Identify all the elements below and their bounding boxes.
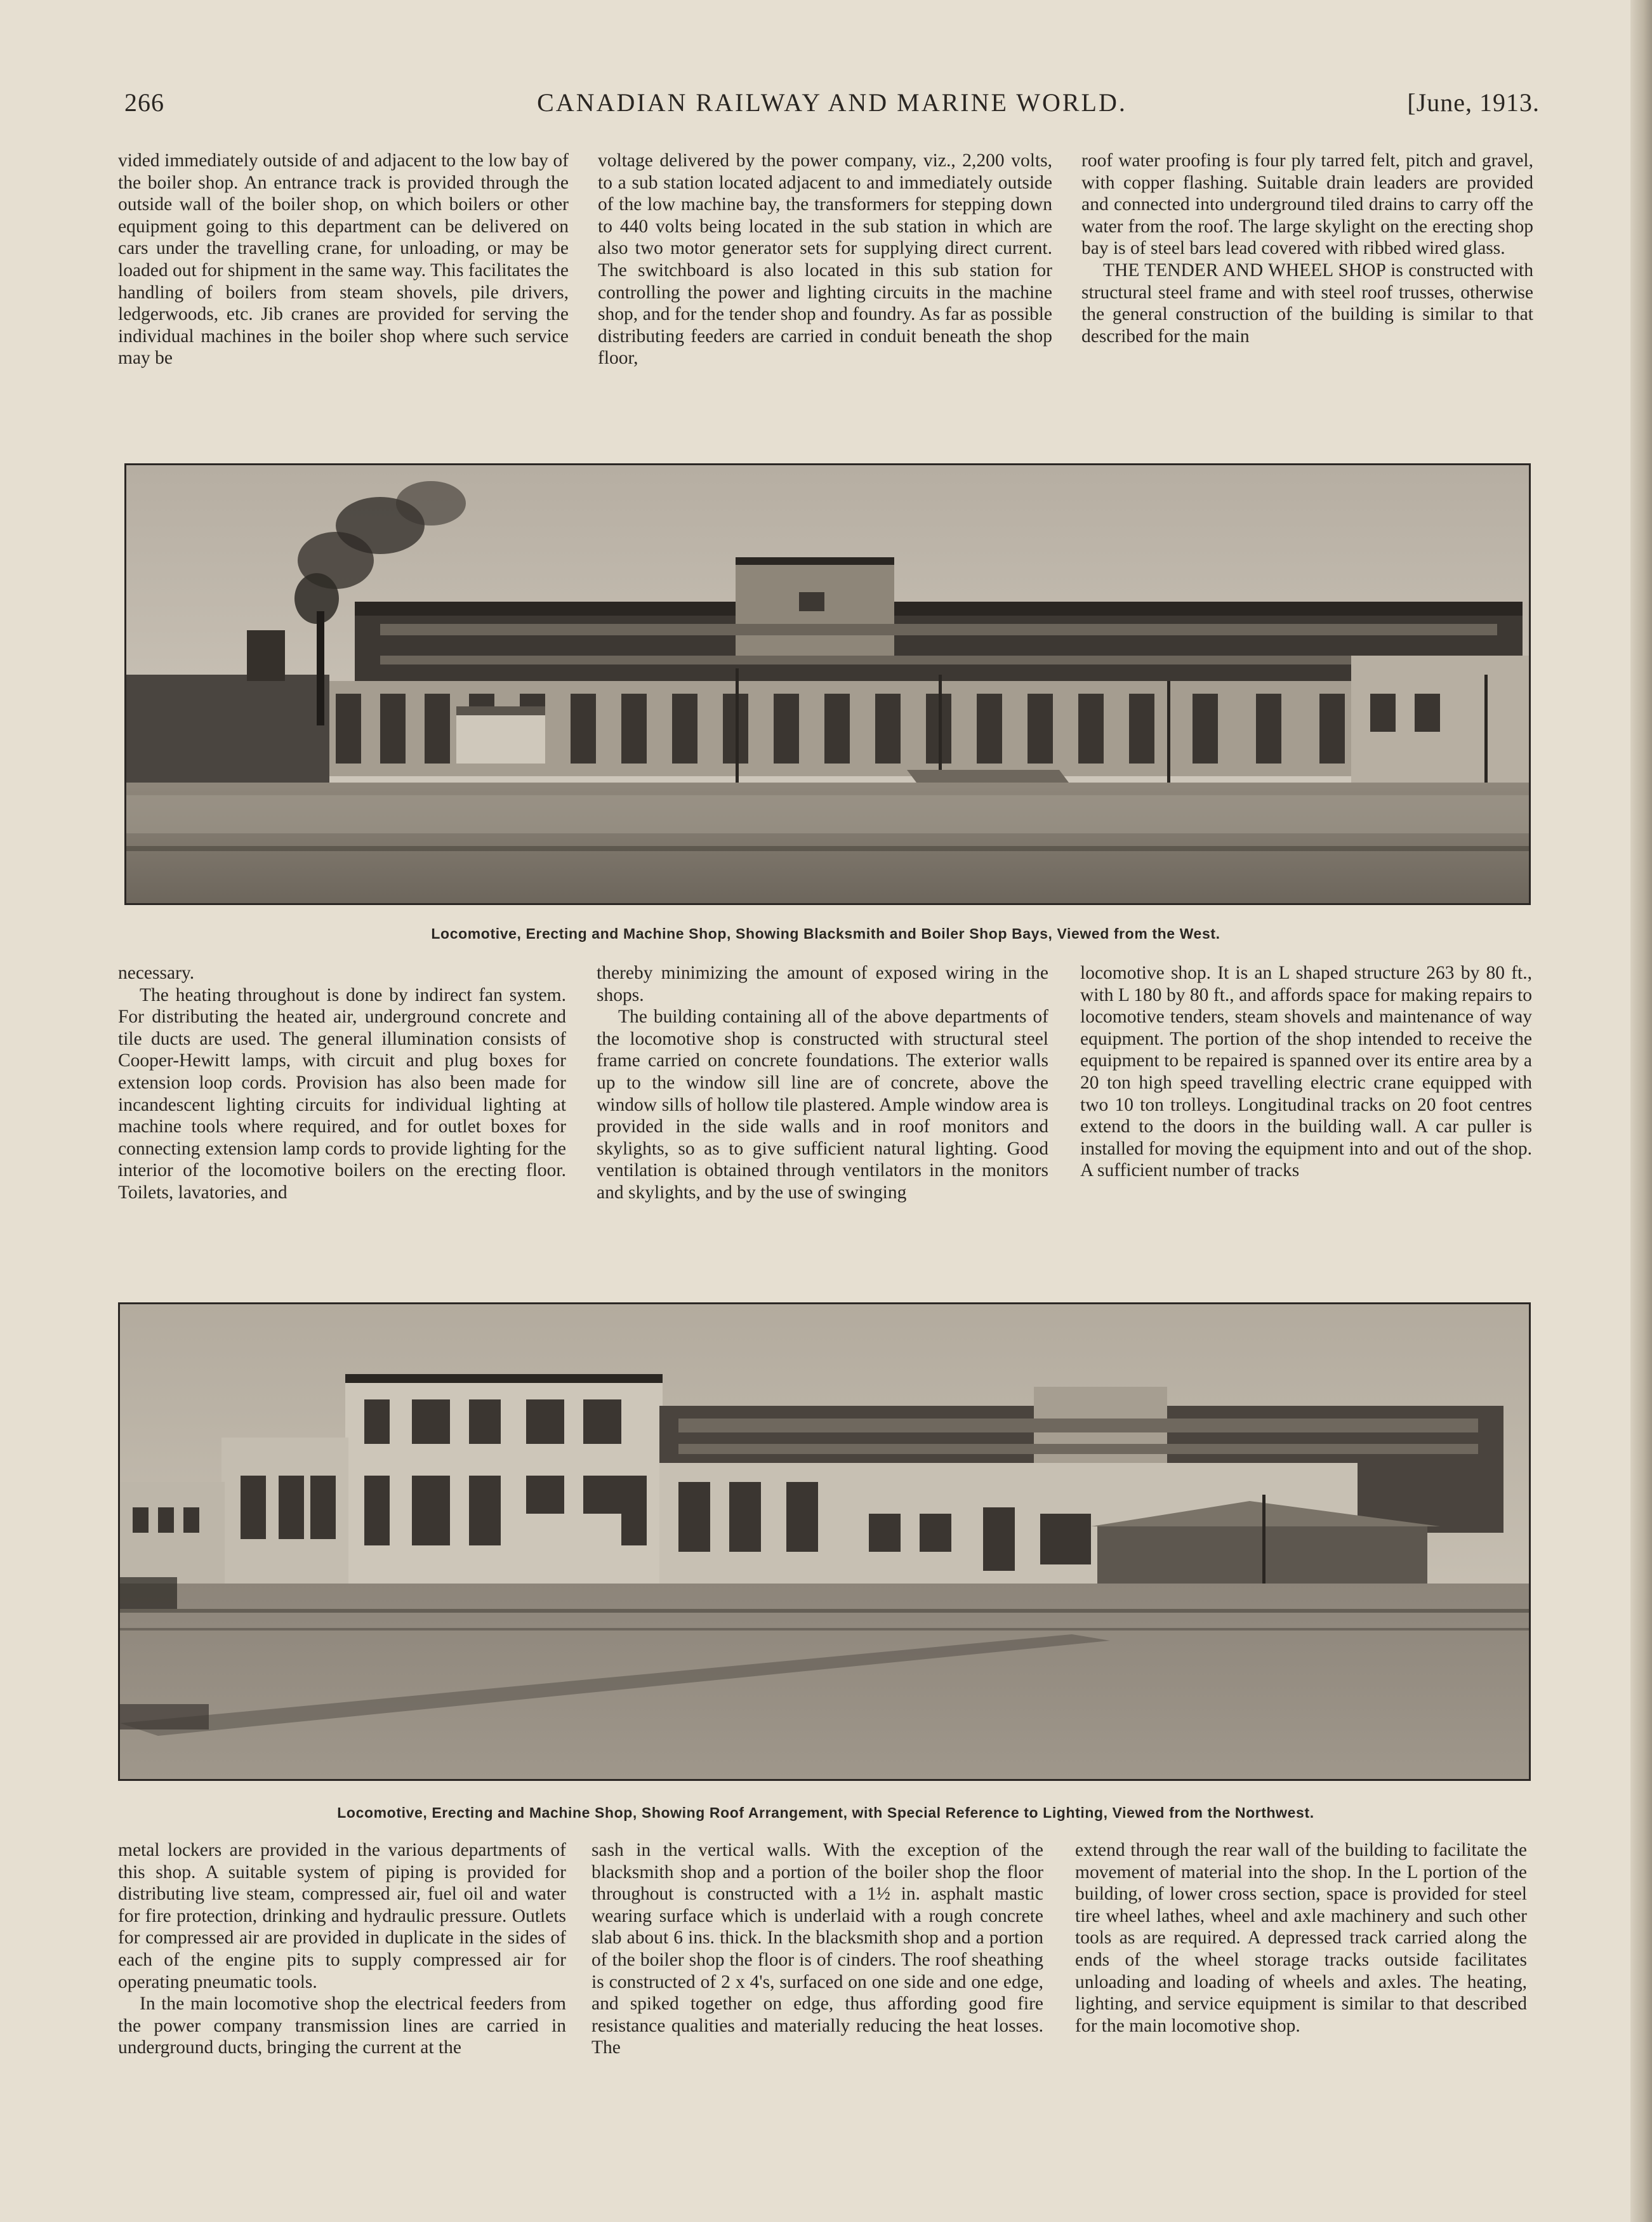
journal-title: CANADIAN RAILWAY AND MARINE WORLD. — [537, 88, 1127, 117]
paragraph: locomotive shop. It is an L shaped structure 263 by 80 ft., with L 180 by 80 ft., and affords space for making repairs to locomotive tenders, steam shovels and maintenance of way equipment. The portion of the shop intended to receive the equipment to be repaired is spanned over its entire area by a 20 ton high speed travelling electric crane equipped with two 10 ton trolleys. Longitudinal tracks on 20 foot centres extend to the doors in the building wall. A car puller is installed for moving the equipment into and out of the shop. A sufficient number of tracks — [1080, 963, 1532, 1181]
paragraph: thereby minimizing the amount of exposed wiring in the shops. — [597, 963, 1048, 1005]
middle-column-2 — [597, 962, 1048, 1204]
paragraph: The building containing all of the above departments of the locomotive shop is constructed with structural steel frame carried on concrete foundations. The exterior walls up to the window sill line are of concrete, above the window sills of hollow tile plastered. Ample window area is provided in the side walls and in roof monitors and skylights, so as to give sufficient natural lighting. Good ventilation is obtained through ventilators in the monitors and skylights, and by the use of swinging — [597, 1007, 1048, 1203]
paragraph: THE TENDER AND WHEEL SHOP is constructed with structural steel frame and with steel roof trusses, otherwise the general construction of the building is similar to that described for the main — [1081, 260, 1533, 347]
page-edge — [1630, 0, 1652, 2222]
issue-date: [June, 1913. — [1407, 88, 1540, 117]
photo-caption-1: Locomotive, Erecting and Machine Shop, Showing Blacksmith and Boiler Shop Bays, Viewed from the West. — [431, 925, 1220, 942]
paragraph: extend through the rear wall of the building to facilitate the movement of material into the shop. In the L portion of the building, of lower cross section, space is provided for steel tire wheel lathes, wheel and axle machinery and such other tools as are required. A depressed track carried along the ends of the wheel storage tracks outside facilitates unloading and loading of wheels and axles. The heating, lighting, and service equipment is similar to that described for the main locomotive shop. — [1075, 1840, 1527, 2036]
paragraph: The heating throughout is done by indirect fan system. For distributing the heated air, underground concrete and tile ducts are used. The general illumination consists of Cooper-Hewitt lamps, with circuit and plug boxes for extension loop cords. Provision has also been made for incandescent lighting circuits for individual lighting at machine tools where required, and for outlet boxes for connecting extension lamp cords to provide lighting for the interior of the locomotive boilers on the erecting floor. Toilets, lavatories, and — [118, 984, 566, 1203]
bottom-column-2 — [591, 1839, 1043, 2059]
bottom-column-1 — [118, 1839, 566, 2059]
photo-shop-west-view — [124, 463, 1531, 905]
page-number: 266 — [124, 88, 164, 117]
top-column-2 — [598, 150, 1052, 369]
top-column-1 — [118, 150, 569, 369]
middle-column-1 — [118, 962, 566, 1204]
paragraph: voltage delivered by the power company, viz., 2,200 volts, to a sub station located adjacent to and immediately outside of the low machine bay, the transformers for stepping down to 440 volts being located in the sub station in which are also two motor generator sets for supplying direct current. The switchboard is also located in this sub station for controlling the power and lighting circuits in the machine shop, and for the tender shop and foundry. As far as possible distributing feeders are carried in conduit beneath the shop floor, — [598, 150, 1052, 369]
paragraph: necessary. — [118, 963, 195, 983]
paragraph: In the main locomotive shop the electrical feeders from the power company transmission lines are carried in underground ducts, bringing the current at the — [118, 1994, 566, 2058]
photo-caption-2: Locomotive, Erecting and Machine Shop, Showing Roof Arrangement, with Special Reference to Lighting, Viewed from the Northwest. — [337, 1804, 1314, 1821]
paragraph: sash in the vertical walls. With the exception of the blacksmith shop and a portion of the boiler shop the floor throughout is constructed with a 1½ in. asphalt mastic wearing surface which is underlaid with a rough concrete slab about 6 ins. thick. In the blacksmith shop and a portion of the boiler shop the floor is of cinders. The roof sheathing is constructed of 2 x 4's, surfaced on one side and one edge, and spiked together on edge, thus affording good fire resistance qualities and materially reducing the heat losses. The — [591, 1840, 1043, 2058]
paragraph: vided immediately outside of and adjacent to the low bay of the boiler shop. An entrance track is provided through the outside wall of the boiler shop, on which boilers or other equipment going to this department can be delivered on cars under the travelling crane, for unloading, or may be loaded out for shipment in the same way. This facilitates the handling of boilers from steam shovels, pile drivers, ledgerwoods, etc. Jib cranes are provided for serving the individual machines in the boiler shop where such service may be — [118, 150, 569, 369]
photo-shop-northwest-view — [118, 1302, 1531, 1781]
paragraph: roof water proofing is four ply tarred felt, pitch and gravel, with copper flashing. Suitable drain leaders are provided and connected into underground tiled drains to carry off the water from the roof. The large skylight on the erecting shop bay is of steel bars lead covered with ribbed wired glass. — [1081, 150, 1533, 259]
running-header — [124, 88, 1540, 126]
middle-column-3 — [1080, 962, 1532, 1182]
bottom-column-3 — [1075, 1839, 1527, 2037]
paragraph: metal lockers are provided in the various departments of this shop. A suitable system of piping is provided for distributing live steam, compressed air, fuel oil and water for fire protection, drinking and hydraulic pressure. Outlets for compressed air are provided in duplicate in the sides of each of the engine pits to supply compressed air for operating pneumatic tools. — [118, 1840, 566, 1992]
top-column-3 — [1081, 150, 1533, 347]
